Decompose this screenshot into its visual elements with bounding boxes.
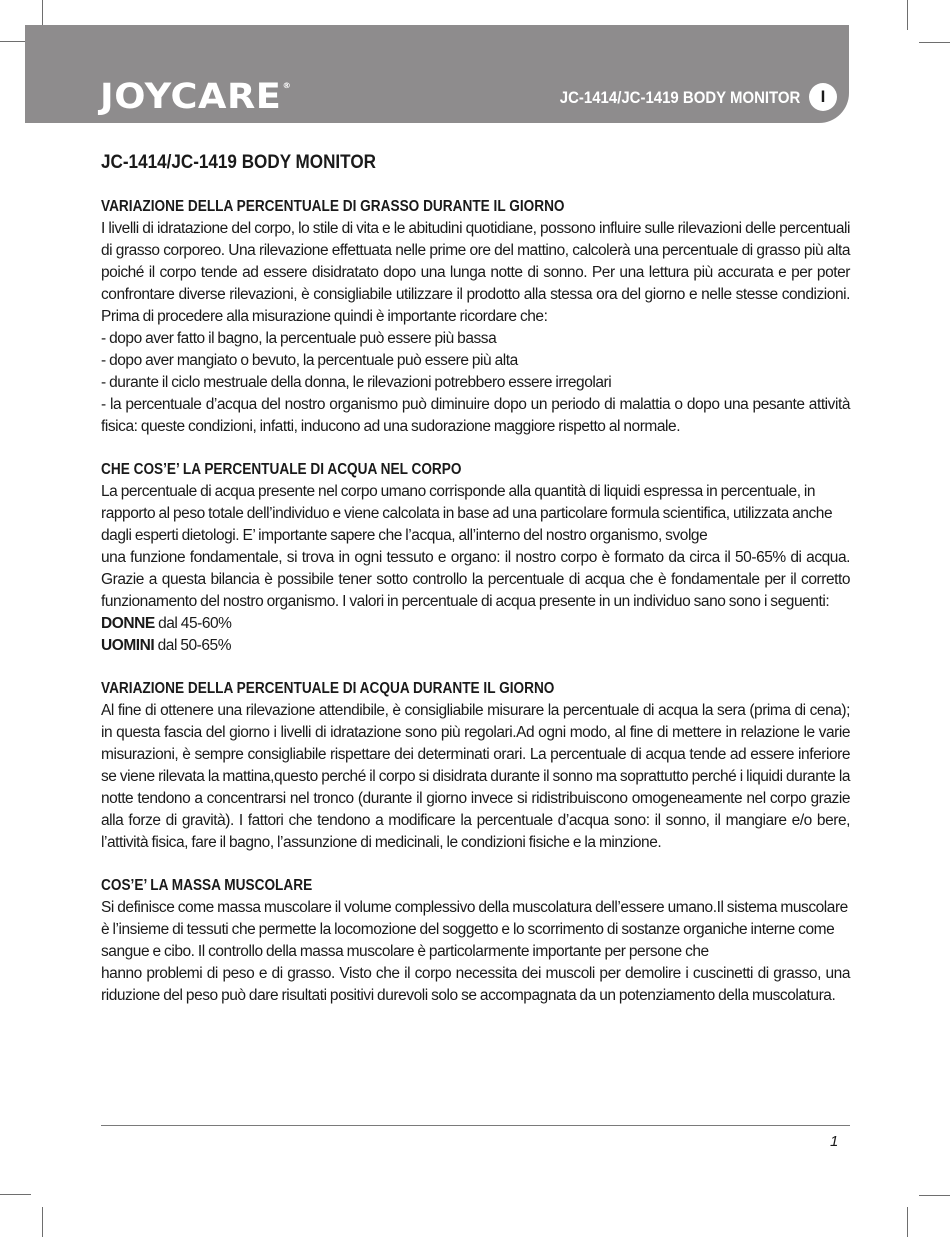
section-heading: COS’E’ LA MASSA MUSCOLARE [101, 877, 313, 894]
language-badge: I [809, 83, 837, 111]
section-heading: CHE COS’E’ LA PERCENTUALE DI ACQUA NEL CORPO [101, 461, 462, 478]
section-paragraph: La percentuale di acqua presente nel corpo umano corrisponde alla quantità di liquidi espressa in percentuale, in rapporto al peso totale dell’individuo e viene calcolata in base ad una particolare formula scientifica, utilizzata anche dagli esperti dietologi. E’ importante sapere che l’acqua, all’interno del nostro organismo, svolge [101, 483, 833, 544]
page-number: 1 [830, 1133, 839, 1150]
footer-divider [101, 1125, 850, 1126]
section-muscle-mass [101, 875, 850, 1007]
document-body [101, 152, 850, 1028]
section-paragraph: I livelli di idratazione del corpo, lo stile di vita e le abitudini quotidiane, possono influire sulle rilevazioni delle percentuali di grasso corporeo. Una rilevazione effettuata nelle prime ore del mattino, calcolerà una percentuale di grasso più alta poiché il corpo tende ad essere disidratato dopo una lunga notte di sonno. Per una lettura più accurata e per poter confrontare diverse rilevazioni, è consigliabile utilizzare il prodotto alla stessa ora del giorno e nelle stesse condizioni. Prima di procedere alla misurazione quindi è importante ricordare che: [101, 220, 850, 325]
brand-name: JOYCARE [100, 77, 282, 117]
section-paragraph: Al fine di ottenere una rilevazione attendibile, è consigliabile misurare la percentuale di acqua la sera (prima di cena); in questa fascia del giorno i livelli di idratazione sono più regolari.Ad ogni modo, al fine di mettere in relazione le varie misurazioni, è sempre consigliabile rispettare dei determinati orari. La percentuale di acqua tende ad essere inferiore se viene rilevata la mattina,questo perché il corpo si disidrata durante il sonno ma soprattutto perché i liquidi durante la notte tendono a concentrarsi nel tronco (durante il giorno invece si ridistribuiscono omogeneamente nel corpo grazie alla forze di gravità). I fattori che tendono a modificare la percentuale d’acqua sono: il sonno, il mangiare e/o bere, l’attività fisica, fare il bagno, l’assunzione di medicinali, le condizioni fisiche e la minzione. [101, 702, 850, 851]
crop-mark-top-right-vertical [907, 0, 908, 30]
header-banner [25, 25, 849, 123]
crop-mark-top-right-horizontal [919, 42, 950, 43]
range-value: dal 45-60% [154, 615, 232, 632]
section-paragraph: Si definisce come massa muscolare il volume complessivo della muscolatura dell’essere umano.Il sistema muscolare è l’insieme di tessuti che permette la locomozione del soggetto e lo scorrimento di sostanze organiche interne come sangue e cibo. Il controllo della massa muscolare è particolarmente importante per persone che [101, 899, 848, 960]
section-paragraph: hanno problemi di peso e di grasso. Visto che il corpo necessita dei muscoli per demolire i cuscinetti di grasso, una riduzione del peso può dare risultati positivi durevoli solo se accompagnata da un potenziamento della muscolatura. [101, 965, 850, 1004]
section-water-percentage [101, 459, 850, 657]
crop-mark-bottom-left-vertical [42, 1207, 43, 1237]
list-item: - dopo aver mangiato o bevuto, la percentuale può essere più alta [101, 352, 518, 369]
registered-mark: ® [282, 81, 292, 90]
document-title: JC-1414/JC-1419 BODY MONITOR [101, 152, 376, 173]
crop-mark-bottom-right-vertical [907, 1207, 908, 1237]
range-men [101, 635, 850, 657]
list-item: - la percentuale d’acqua del nostro organismo può diminuire dopo un periodo di malattia o dopo una pesante attività fisica: queste condizioni, infatti, inducono ad una sudorazione maggiore rispetto al normale. [101, 396, 850, 435]
range-women [101, 613, 850, 635]
section-fat-variation [101, 196, 850, 438]
range-label: DONNE [101, 615, 155, 632]
section-heading: VARIAZIONE DELLA PERCENTUALE DI ACQUA DURANTE IL GIORNO [101, 680, 555, 697]
crop-mark-bottom-right-horizontal [919, 1195, 950, 1196]
range-value: dal 50-65% [154, 637, 232, 654]
banner-product-title: JC-1414/JC-1419 BODY MONITOR [559, 88, 800, 107]
list-item: - dopo aver fatto il bagno, la percentuale può essere più bassa [101, 330, 497, 347]
crop-mark-bottom-left-horizontal [0, 1194, 31, 1195]
list-item: - durante il ciclo mestruale della donna, le rilevazioni potrebbero essere irregolari [101, 374, 612, 391]
section-heading: VARIAZIONE DELLA PERCENTUALE DI GRASSO DURANTE IL GIORNO [101, 198, 565, 215]
section-paragraph: una funzione fondamentale, si trova in ogni tessuto e organo: il nostro corpo è formato da circa il 50-65% di acqua. Grazie a questa bilancia è possibile tener sotto controllo la percentuale di acqua che è fondamentale per il corretto funzionamento del nostro organismo. I valori in percentuale di acqua presente in un individuo sano sono i seguenti: [101, 549, 850, 610]
range-label: UOMINI [101, 637, 155, 654]
brand-logo [100, 77, 291, 117]
section-water-variation [101, 678, 850, 854]
